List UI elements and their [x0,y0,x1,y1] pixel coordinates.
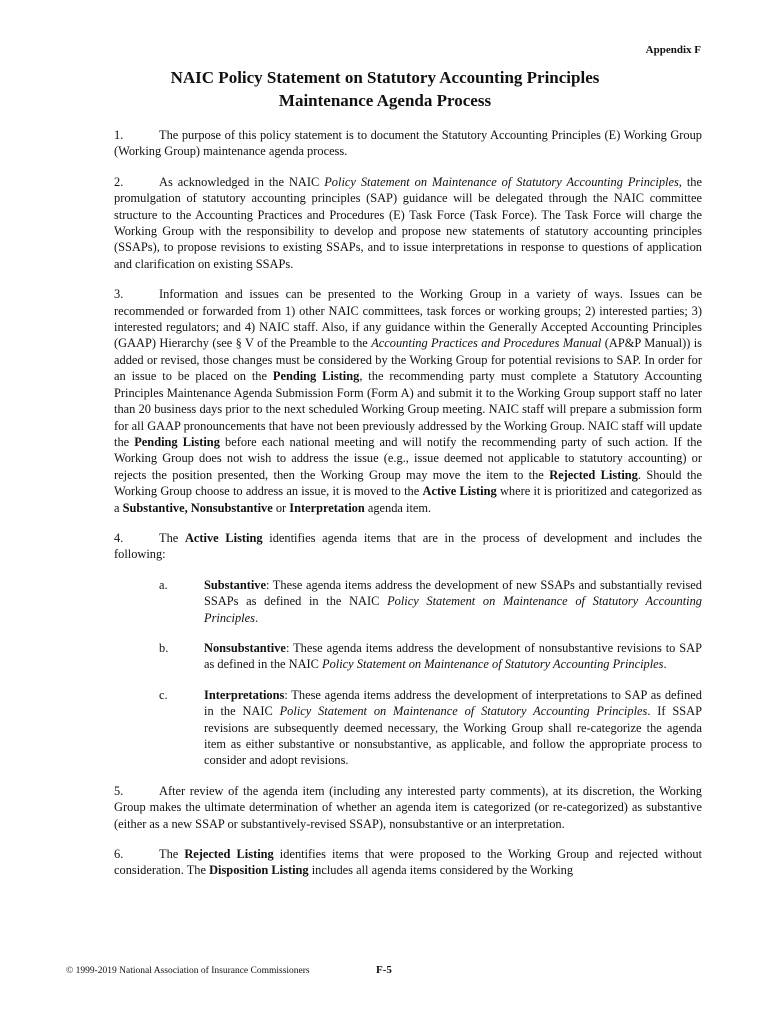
paragraph-2: 2. As acknowledged in the NAIC Policy Statement on Maintenance of Statutory Accounting Principles, the promulgation of statutory accounting principles (SAP) guidance will be delegated through the NAIC committee structure to the Accounting Practices and Procedures (E) Task Force (Task Force). The Task Force will charge the Working Group with the responsibility to develop and propose new statements of statutory accounting principles (SSAPs), to propose revisions to existing SSAPs, and to issue interpretations in response to questions of application and clarification on existing SSAPs. [114,174,702,271]
appendix-label: Appendix F [645,44,701,56]
paragraph-3: 3. Information and issues can be presented to the Working Group in a variety of ways. Issues can be recommended or forwarded from 1) other NAIC committees, task forces or working groups; 2) interested parties; 3) interested regulators; and 4) NAIC staff. Also, if any guidance within the Generally Accepted Accounting Principles (GAAP) Hierarchy (see § V of the Preamble to the Accounting Practices and Procedures Manual (AP&P Manual)) is added or revised, those changes must be considered by the Working Group for potential revisions to SAP. In order for an issue to be placed on the Pending Listing, the recommending party must complete a Statutory Accounting Principles Maintenance Agenda Submission Form (Form A) and submit it to the Working Group support staff no later than 20 business days prior to the next scheduled Working Group meeting. NAIC staff will prepare a submission form for all GAAP pronouncements that have not been previously addressed by the Working Group. NAIC staff will update the Pending Listing before each national meeting and will notify the recommending party of such action. If the Working Group does not wish to address the issue (e.g., issue deemed not applicable to statutory accounting) or rejects the position presented, then the Working Group may move the item to the Rejected Listing. Should the Working Group choose to address an issue, it is moved to the Active Listing where it is prioritized and categorized as a Substantive, Nonsubstantive or Interpretation agenda item. [114,287,702,515]
paragraph-5: 5. After review of the agenda item (including any interested party comments), at its discretion, the Working Group makes the ultimate determination of whether an agenda item is categorized (or re-categorized) as substantive (either as a new SSAP or substantively-revised SSAP), nonsubstantive or an interpretation. [114,783,702,831]
paragraph-1: 1. The purpose of this policy statement is to document the Statutory Accounting Principles (E) Working Group (Working Group) maintenance agenda process. [114,128,702,159]
title-line-2: Maintenance Agenda Process [278,91,492,110]
paragraph-6: 6. The Rejected Listing identifies items that were proposed to the Working Group and rejected without consideration. The Disposition Listing includes all agenda items considered by the Working [114,847,702,878]
list-item-substantive: a. Substantive: These agenda items address the development of new SSAPs and substantially revised SSAPs as defined in the NAIC Policy Statement on Maintenance of Statutory Accounting Principles. [159,577,702,625]
footer-copyright: © 1999-2019 National Association of Insurance Commissioners [66,966,310,976]
list-item-nonsubstantive: b. Nonsubstantive: These agenda items address the development of nonsubstantive revisions to SAP as defined in the NAIC Policy Statement on Maintenance of Statutory Accounting Principles. [159,640,702,672]
paragraph-4: 4. The Active Listing identifies agenda items that are in the process of development and includes the following: [114,530,702,562]
document-body [114,127,702,893]
title-line-1: NAIC Policy Statement on Statutory Accounting Principles [170,68,600,87]
page-number: F-5 [376,964,392,976]
list-item-interpretations: c. Interpretations: These agenda items address the development of interpretations to SAP as defined in the NAIC Policy Statement on Maintenance of Statutory Accounting Principles. If SSAP revisions are subsequently deemed necessary, the Working Group shall re-categorize the agenda item as either substantive or nonsubstantive, as applicable, and follow the appropriate process to consider and adopt revisions. [159,687,702,768]
page-title [0,66,770,112]
